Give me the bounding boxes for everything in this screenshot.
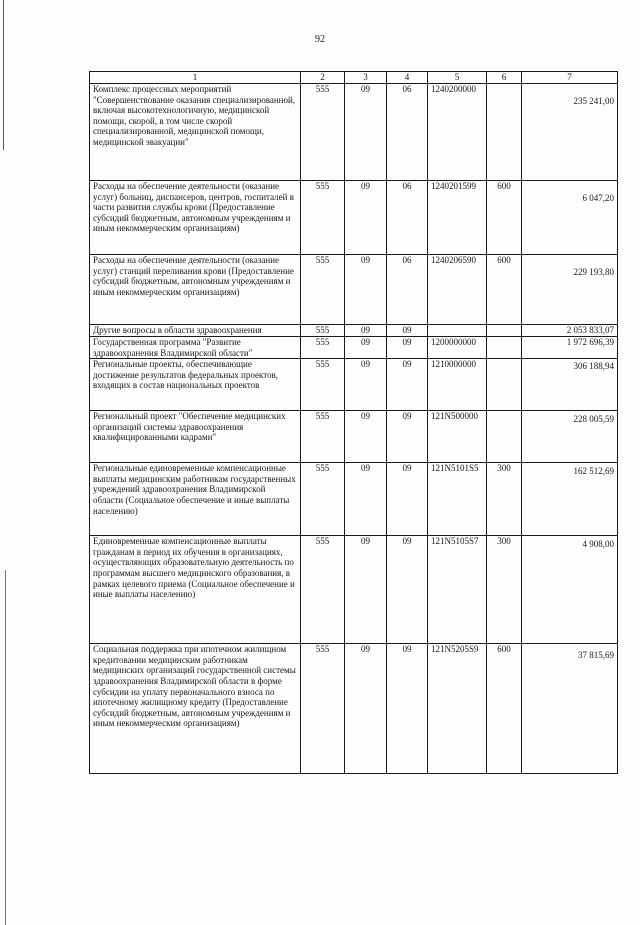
cell-expense-type: 600 — [487, 255, 522, 325]
table-row — [90, 359, 618, 411]
cell-ministry: 555 — [301, 337, 345, 359]
row-name: Социальная поддержка при ипотечном жилищном кредитовании медицинским работникам медицинских организаций государственной системы здравоохранения Владимирской области в форме субсидии на уплату первоначального взноса по ипотечному жилищному кредиту (Предоставление субсидий бюджетным, автономным учреждениям и иным некоммерческим организациям) — [90, 644, 301, 774]
cell-ministry: 555 — [301, 411, 345, 463]
cell-section: 09 — [345, 84, 387, 181]
cell-subsection: 09 — [387, 536, 428, 644]
cell-expense-type: 600 — [487, 181, 522, 255]
row-name: Единовременные компенсационные выплаты гражданам в период их обучения в организациях, осуществляющих образовательную деятельность по программам высшего медицинского образования, в рамках целевого приема (Социальное обеспечение и иные выплаты населению) — [90, 536, 301, 644]
cell-target-article: 1200000000 — [428, 337, 487, 359]
cell-amount — [522, 359, 618, 411]
cell-section: 09 — [345, 536, 387, 644]
amount-value: 37 815,69 — [578, 650, 614, 661]
row-name: Региональные проекты, обеспечивающие достижение результатов федеральных проектов, входящих в состав национальных проектов — [90, 359, 301, 411]
cell-expense-type — [487, 359, 522, 411]
row-name: Региональные единовременные компенсационные выплаты медицинским работникам государственных учреждений здравоохранения Владимирской области (Социальное обеспечение и иные выплаты населению) — [90, 463, 301, 536]
cell-target-article: 1240201599 — [428, 181, 487, 255]
row-name: Региональный проект "Обеспечение медицинских организаций системы здравоохранения квалифицированными кадрами" — [90, 411, 301, 463]
cell-amount — [522, 411, 618, 463]
cell-subsection: 09 — [387, 644, 428, 774]
cell-section: 09 — [345, 255, 387, 325]
cell-amount: 2 053 833,07 — [522, 325, 618, 337]
cell-subsection: 09 — [387, 463, 428, 536]
cell-section: 09 — [345, 463, 387, 536]
cell-subsection: 09 — [387, 337, 428, 359]
cell-expense-type — [487, 411, 522, 463]
cell-amount — [522, 84, 618, 181]
cell-section: 09 — [345, 411, 387, 463]
table-row — [90, 411, 618, 463]
cell-target-article: 121N500000 — [428, 411, 487, 463]
cell-amount — [522, 463, 618, 536]
cell-target-article: 121N5101S5 — [428, 463, 487, 536]
page-edge-line — [5, 570, 6, 925]
column-header: 4 — [387, 72, 428, 84]
amount-value: 229 193,80 — [573, 267, 614, 277]
cell-target-article: 121N5105S7 — [428, 536, 487, 644]
table-row — [90, 84, 618, 181]
cell-ministry: 555 — [301, 255, 345, 325]
column-header: 6 — [487, 72, 522, 84]
cell-ministry: 555 — [301, 644, 345, 774]
row-name: Государственная программа "Развитие здравоохранения Владимирской области" — [90, 337, 301, 359]
amount-value: 162 512,69 — [573, 466, 614, 477]
cell-subsection: 06 — [387, 84, 428, 181]
cell-ministry: 555 — [301, 359, 345, 411]
page-edge-line — [3, 0, 4, 150]
cell-expense-type: 300 — [487, 463, 522, 536]
cell-amount: 1 972 696,39 — [522, 337, 618, 359]
cell-section: 09 — [345, 181, 387, 255]
column-header: 5 — [428, 72, 487, 84]
cell-ministry: 555 — [301, 536, 345, 644]
table-row — [90, 181, 618, 255]
cell-ministry: 555 — [301, 325, 345, 337]
column-header: 1 — [90, 72, 301, 84]
table-row — [90, 325, 618, 337]
table-row — [90, 463, 618, 536]
cell-amount — [522, 536, 618, 644]
cell-expense-type: 300 — [487, 536, 522, 644]
table-row — [90, 337, 618, 359]
cell-section: 09 — [345, 644, 387, 774]
cell-section: 09 — [345, 359, 387, 411]
cell-ministry: 555 — [301, 463, 345, 536]
row-name: Расходы на обеспечение деятельности (оказание услуг) станций переливания крови (Предоставление субсидий бюджетным, автономным учреждениям и иным некоммерческим организациям) — [90, 255, 301, 325]
cell-expense-type — [487, 84, 522, 181]
amount-value: 6 047,20 — [582, 193, 614, 203]
amount-value: 4 908,00 — [582, 539, 614, 550]
cell-target-article — [428, 325, 487, 337]
cell-target-article: 1240206590 — [428, 255, 487, 325]
row-name: Другие вопросы в области здравоохранения — [90, 325, 301, 337]
cell-target-article: 1210000000 — [428, 359, 487, 411]
page-number: 92 — [315, 34, 325, 45]
row-name: Комплекс процессных мероприятий "Совершенствование оказания специализированной, включая высокотехнологичную, медицинской помощи, скорой, в том числе скорой специализированной, медицинской помощи, медицинской эвакуации" — [90, 84, 301, 181]
cell-ministry: 555 — [301, 181, 345, 255]
cell-subsection: 09 — [387, 325, 428, 337]
cell-amount — [522, 255, 618, 325]
cell-section: 09 — [345, 337, 387, 359]
amount-value: 228 005,59 — [573, 414, 614, 425]
cell-section: 09 — [345, 325, 387, 337]
row-name: Расходы на обеспечение деятельности (оказание услуг) больниц, диспансеров, центров, госпиталей в части развития службы крови (Предоставление субсидий бюджетным, автономным учреждениям и иным некоммерческим организациям) — [90, 181, 301, 255]
column-header: 7 — [522, 72, 618, 84]
cell-subsection: 06 — [387, 255, 428, 325]
column-header: 2 — [301, 72, 345, 84]
amount-value: 306 188,94 — [573, 361, 614, 372]
cell-subsection: 09 — [387, 359, 428, 411]
cell-subsection: 09 — [387, 411, 428, 463]
column-header: 3 — [345, 72, 387, 84]
cell-expense-type — [487, 325, 522, 337]
cell-amount — [522, 644, 618, 774]
cell-subsection: 06 — [387, 181, 428, 255]
budget-table — [89, 71, 618, 774]
table-row — [90, 536, 618, 644]
cell-target-article: 121N5205S9 — [428, 644, 487, 774]
cell-ministry: 555 — [301, 84, 345, 181]
cell-expense-type: 600 — [487, 644, 522, 774]
cell-expense-type — [487, 337, 522, 359]
amount-value: 235 241,00 — [573, 96, 614, 106]
header-row — [90, 72, 618, 84]
cell-amount — [522, 181, 618, 255]
table-row — [90, 644, 618, 774]
table-row — [90, 255, 618, 325]
cell-target-article: 1240200000 — [428, 84, 487, 181]
